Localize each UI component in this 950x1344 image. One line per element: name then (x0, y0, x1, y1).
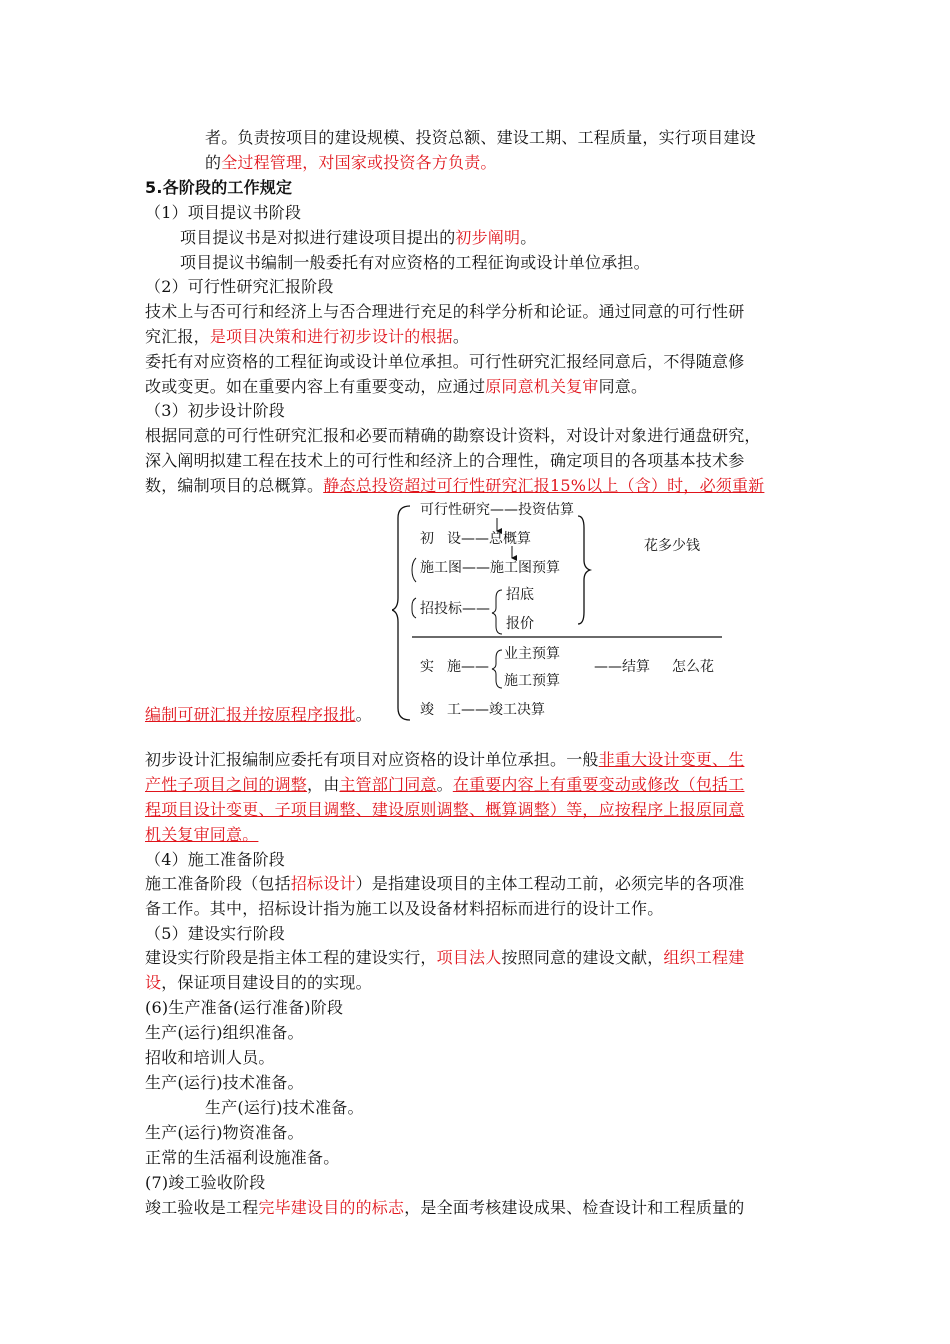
list-item: 正常的生活福利设施准备。 (145, 1148, 340, 1167)
diagram-how-spend: 怎么花 (672, 659, 714, 675)
text: 。 (355, 705, 372, 724)
highlight-text: 全过程管理 (221, 153, 303, 172)
diagram-owner-budget: 业主预算 (504, 646, 560, 662)
highlight-text: 非重大设计变更、生 (598, 750, 745, 769)
subsection-title: (7)竣工验收阶段 (145, 1173, 266, 1192)
text: 同意。 (598, 377, 648, 396)
text-line (145, 971, 372, 995)
diagram-row-complete-a: 竣 (420, 702, 434, 718)
diagram-row-construction-drawing: 施工图——施工图预算 (420, 560, 560, 576)
highlight-text: ， (302, 153, 319, 172)
text: 。 (436, 775, 453, 794)
highlight-text: 初步阐明 (455, 228, 521, 247)
highlight-text: 编制可研汇报并按原程序报批 (145, 705, 356, 724)
highlight-text: 程项目设计变更、子项目调整、建设原则调整、概算调整）等，应按程序上报 (145, 800, 696, 819)
text: 项目提议书是对拟进行建设项目提出的 (180, 228, 456, 247)
text: 。 (452, 327, 470, 346)
section-heading: 5.各阶段的工作规定 (145, 178, 293, 197)
text: 数，编制项目的总概算。 (145, 476, 324, 495)
text: 究汇报， (145, 327, 210, 346)
diagram-row-feasibility: 可行性研究——投资估算 (420, 502, 574, 518)
text-line: 委托有对应资格的工程征询或设计单位承担。可行性研究汇报经同意后，不得随意修 (145, 352, 745, 371)
text: 建设实行阶段是指主体工程的建设实行， (145, 948, 437, 967)
cost-diagram (392, 498, 732, 728)
highlight-text: 项目法人 (436, 948, 502, 967)
diagram-money-label: 花多少钱 (644, 538, 700, 554)
left-brace (392, 506, 410, 720)
highlight-text: 招标设计 (290, 874, 356, 893)
diagram-row-bidding: 招投标—— (420, 601, 490, 617)
highlight-text: 静态总投资超过可行性研究汇报 (323, 476, 551, 495)
text-line (145, 823, 258, 847)
text: 。 (520, 228, 537, 247)
text-line (145, 872, 744, 896)
text-line: 根据同意的可行性研究汇报和必要而精确的勘察设计资料，对设计对象进行通盘研究， (145, 426, 761, 445)
text-line: 备工作。其中，招标设计指为施工以及设备材料招标而进行的设计工作。 (145, 899, 664, 918)
text-line: 技术上与否可行和经济上与否合理进行充足的科学分析和论证。通过同意的可行性研 (145, 302, 745, 321)
text: 初步设计汇报编制应委托有项目对应资格的设计单位承担。一般 (145, 750, 599, 769)
subsection-title: （1）项目提议书阶段 (145, 203, 302, 222)
list-item: 生产(运行)组织准备。 (145, 1023, 304, 1042)
text-line: 项目提议书编制一般委托有对应资格的工程征询或设计单位承担。 (180, 253, 650, 272)
subsection-title: （2）可行性研究汇报阶段 (145, 277, 334, 296)
highlight-text: 产性子项目之间的调整 (145, 775, 308, 794)
text-line (145, 1196, 744, 1220)
text: 的 (205, 153, 222, 172)
highlight-text: 15%以上（含）时，必须重新 (550, 476, 765, 495)
text-line (145, 748, 744, 772)
diagram-row-complete-b: 工——竣工决算 (447, 702, 545, 718)
text-line (145, 325, 469, 349)
diagram-row-impl-b: 施—— (447, 659, 489, 675)
small-brace (412, 598, 416, 618)
diagram-construction-budget: 施工预算 (504, 673, 560, 689)
highlight-text: 原同意机关复审 (485, 377, 599, 396)
text-line (145, 474, 764, 498)
list-item: 生产(运行)物资准备。 (145, 1123, 304, 1142)
text-line (145, 946, 744, 970)
text-line (180, 226, 536, 250)
highlight-text: 设 (145, 973, 162, 992)
text: 按照同意的建设文献， (501, 948, 664, 967)
diagram-bid-floor: 招底 (506, 587, 534, 603)
diagram-settlement: ——结算 (594, 659, 650, 675)
text-line (145, 375, 647, 399)
subsection-title: （4）施工准备阶段 (145, 850, 285, 869)
highlight-text: 是项目决策和进行初步设计的根据 (209, 327, 453, 346)
text: ，保证项目建设目的的实现。 (161, 973, 372, 992)
small-brace (412, 558, 416, 582)
text: ，是全面考核建设成果、检查设计和工程质量的 (404, 1198, 745, 1217)
text-line (205, 126, 756, 150)
text-line (145, 798, 744, 822)
subsection-title: （5）建设实行阶段 (145, 924, 285, 943)
text: 者。负责按项目的建设规模、投资总额、建设工期、工程质量，实行项目建设 (205, 128, 756, 147)
bid-brace (492, 590, 502, 634)
text: 改或变更。如在重要内容上有重要变动，应通过 (145, 377, 486, 396)
text-line: 深入阐明拟建工程在技术上的可行性和经济上的合理性，确定项目的各项基本技术参 (145, 451, 745, 470)
text: 竣工验收是工程 (145, 1198, 259, 1217)
impl-brace (492, 650, 502, 688)
diagram-row-prelim-b: 设——总概算 (447, 531, 531, 547)
list-item: 招收和培训人员。 (145, 1048, 275, 1067)
highlight-text: 主管部门同意 (339, 775, 437, 794)
list-item: 生产(运行)技术准备。 (145, 1073, 304, 1092)
text-line (145, 773, 744, 797)
highlight-text: 机关复审同意。 (145, 825, 259, 844)
highlight-text: 对国家或投资各方负责。 (318, 153, 497, 172)
highlight-text: 在重要内容上有重要变动或修改（包括工 (452, 775, 745, 794)
highlight-text: 原同意 (695, 800, 745, 819)
diagram-bid-quote: 报价 (506, 616, 534, 632)
text-line (205, 151, 497, 175)
text: ）是指建设项目的主体工程动工前，必须完毕的各项准 (355, 874, 745, 893)
text: ，由 (307, 775, 340, 794)
text-line (145, 703, 372, 727)
text: 施工准备阶段（包括 (145, 874, 291, 893)
list-item: 生产(运行)技术准备。 (205, 1098, 364, 1117)
right-brace (578, 516, 590, 624)
diagram-row-prelim-a: 初 (420, 531, 434, 547)
subsection-title: (6)生产准备(运行准备)阶段 (145, 998, 344, 1017)
diagram-row-impl-a: 实 (420, 659, 434, 675)
highlight-text: 组织工程建 (663, 948, 745, 967)
highlight-text: 完毕建设目的的标志 (258, 1198, 405, 1217)
subsection-title: （3）初步设计阶段 (145, 401, 285, 420)
